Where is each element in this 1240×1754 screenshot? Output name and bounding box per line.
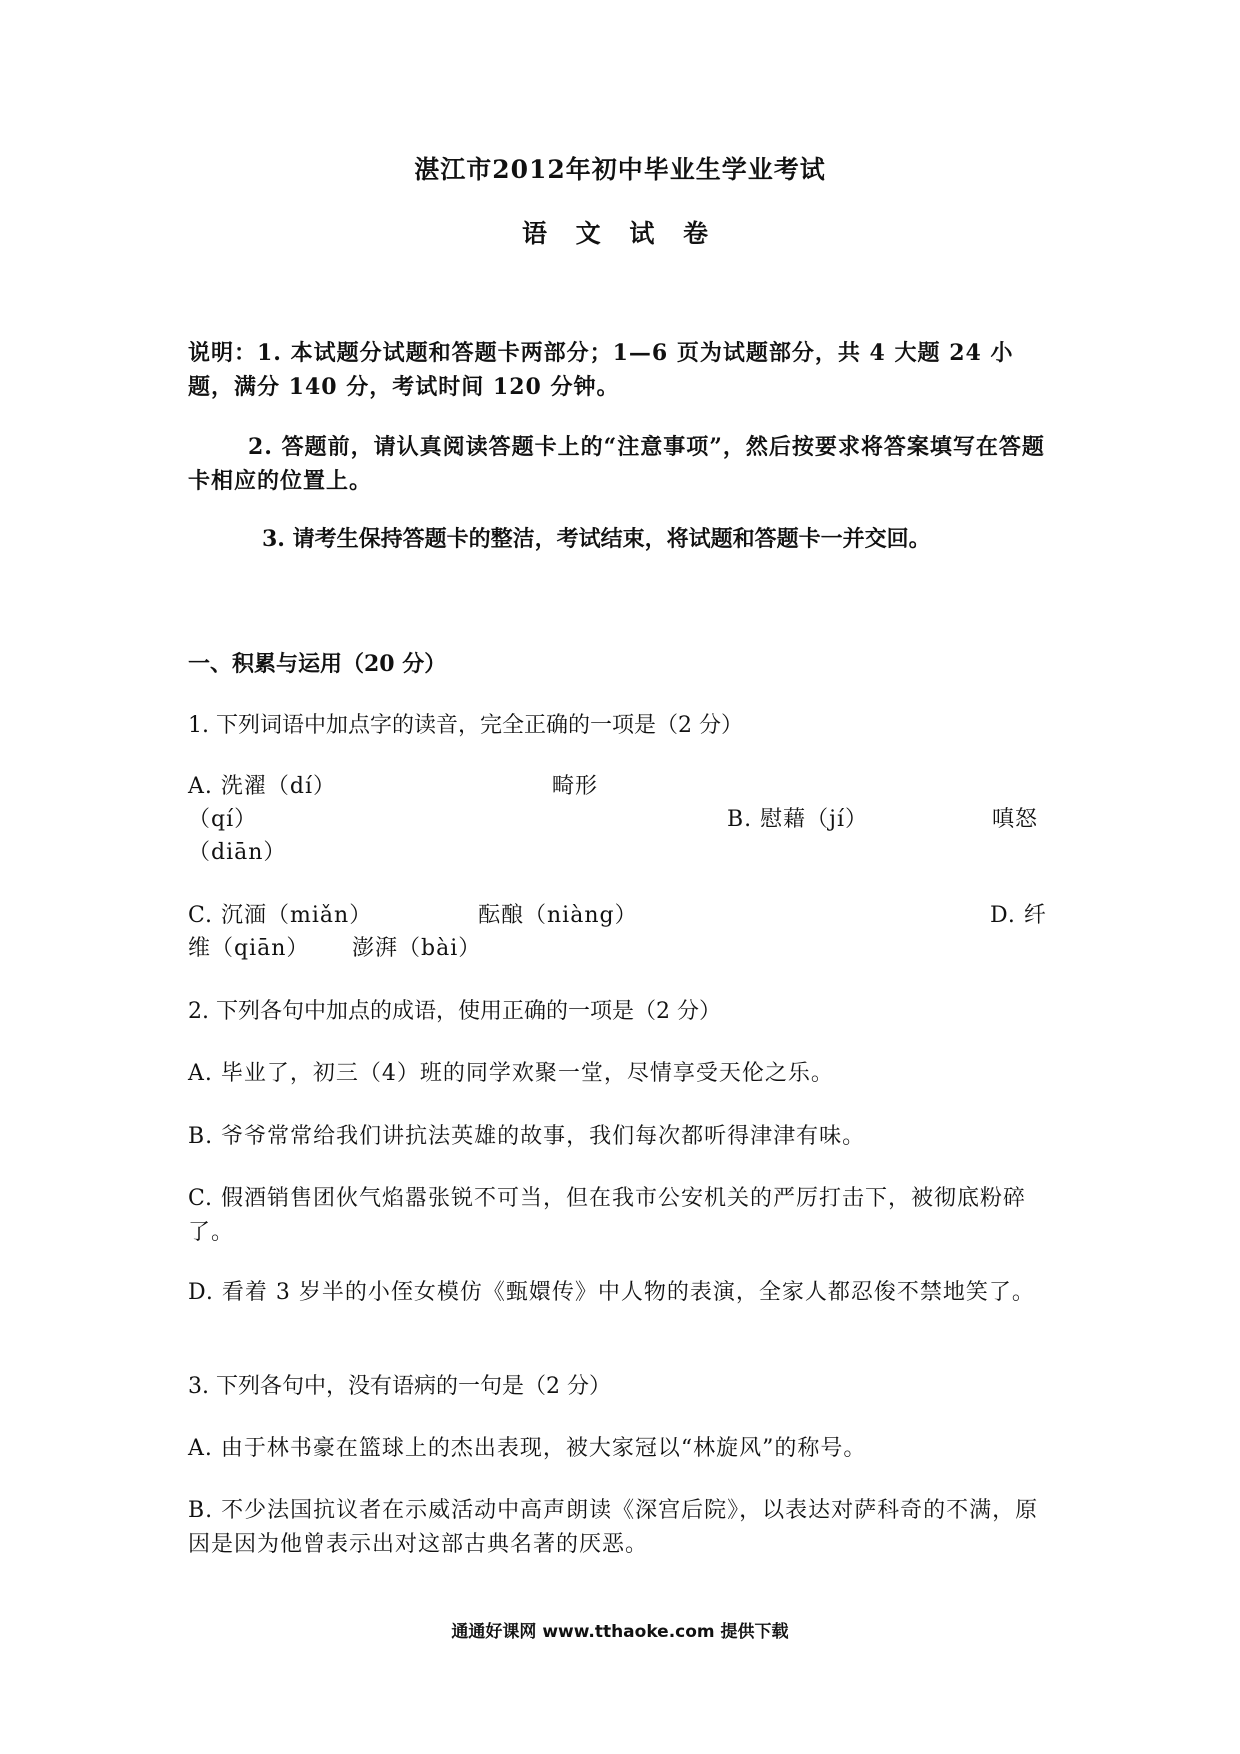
question-1-option-c-part2: 酝酿（niàng）: [478, 903, 638, 928]
question-1-option-d-part2: 维（qiān）: [188, 936, 310, 961]
question-1-option-a-part1: A. 洗濯（dí）: [188, 774, 336, 799]
section-heading: 一、积累与运用（20 分）: [188, 651, 447, 677]
question-1-option-b-part1: B. 慰藉（jí）: [727, 807, 869, 832]
question-2-option-c: C. 假酒销售团伙气焰嚣张锐不可当，但在我市公安机关的严厉打击下，被彻底粉碎了。: [188, 1186, 1027, 1245]
question-1-option-c-part1: C. 沉湎（miǎn）: [188, 903, 373, 928]
question-3-option-a: A. 由于林书豪在篮球上的杰出表现，被大家冠以“林旋风”的称号。: [188, 1436, 867, 1461]
instruction-note-2: 2. 答题前，请认真阅读答题卡上的“注意事项”，然后按要求将答案填写在答题卡相应的位置上。: [188, 434, 1045, 494]
question-1-option-d-part1: D. 纤: [990, 903, 1047, 928]
question-2-option-a: A. 毕业了，初三（4）班的同学欢聚一堂，尽情享受天伦之乐。: [188, 1061, 834, 1086]
question-1-option-d-part3: 澎湃（bài）: [352, 936, 482, 961]
question-2-option-b: B. 爷爷常常给我们讲抗法英雄的故事，我们每次都听得津津有味。: [188, 1124, 866, 1149]
instruction-note-3: 3. 请考生保持答题卡的整洁，考试结束，将试题和答题卡一并交回。: [262, 526, 931, 552]
question-1-stem: 1. 下列词语中加点字的读音，完全正确的一项是（2 分）: [188, 713, 743, 738]
question-1-option-b-part2: 嗔怒: [992, 807, 1039, 832]
question-1-option-b-part3: （diān）: [188, 840, 287, 865]
exam-title: 湛江市2012年初中毕业生学业考试: [414, 155, 826, 184]
question-3-option-b: B. 不少法国抗议者在示威活动中高声朗读《深宫后院》，以表达对萨科奇的不满，原因是因为他曾表示出对这部古典名著的厌恶。: [188, 1498, 1039, 1557]
question-2-option-d: D. 看着 3 岁半的小侄女模仿《甄嬛传》中人物的表演，全家人都忍俊不禁地笑了。: [188, 1280, 1035, 1305]
question-1-option-a-part2: 畸形: [552, 774, 599, 799]
question-2-stem: 2. 下列各句中加点的成语，使用正确的一项是（2 分）: [188, 999, 721, 1024]
footer-download-note: 通通好课网 www.tthaoke.com 提供下载: [451, 1622, 789, 1642]
question-1-option-a-part3: （qí）: [188, 807, 258, 832]
question-3-stem: 3. 下列各句中，没有语病的一句是（2 分）: [188, 1374, 611, 1399]
instruction-note-1: 说明：1. 本试题分试题和答题卡两部分；1—6 页为试题部分，共 4 大题 24 小题，满分 140 分，考试时间 120 分钟。: [188, 340, 1014, 400]
exam-subtitle: 语 文 试 卷: [521, 219, 719, 248]
